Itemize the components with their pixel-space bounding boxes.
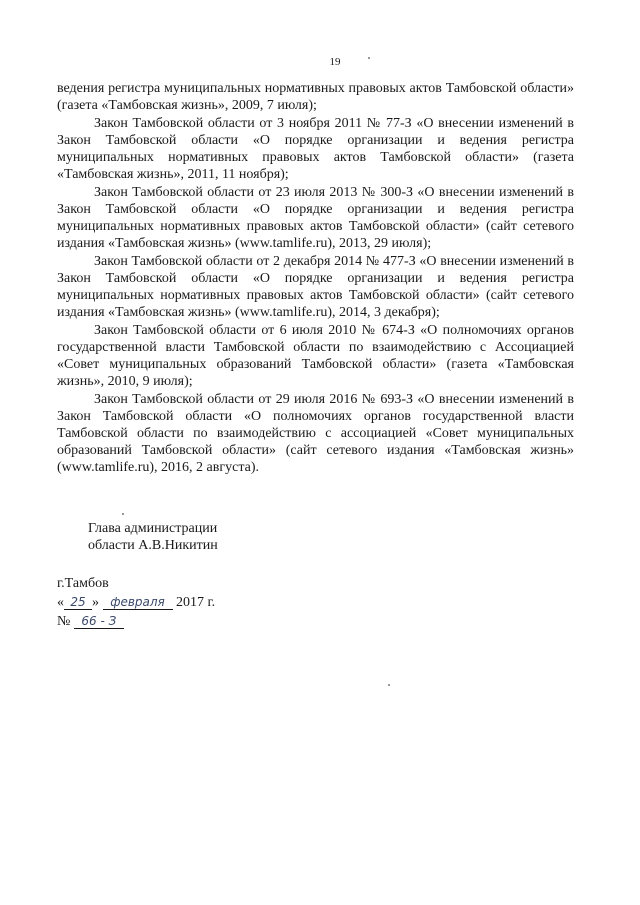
document-number [57, 612, 215, 631]
date-open-quote: « [57, 595, 64, 610]
law-paragraph: Закон Тамбовской области от 3 ноября 2011 № 77-З «О внесении изменений в Закон Тамбовской области «О порядке организации и ведения регистра муниципальных нормативных правовых актов Тамбовской области» (газета «Тамбовская жизнь», 2011, 11 ноября); [57, 116, 574, 182]
date-day: 25 [64, 595, 92, 610]
number-sign: № [57, 614, 71, 629]
place-date-block [57, 574, 215, 631]
signatory-name: области А.В.Никитин [88, 538, 218, 553]
scan-speck [368, 57, 370, 59]
signatory-title: Глава администрации [88, 521, 218, 536]
city: г.Тамбов [57, 576, 109, 591]
law-list [57, 80, 574, 476]
signature-block [88, 520, 218, 554]
law-paragraph: Закон Тамбовской области от 6 июля 2010 № 674-З «О полномочиях органов государственной власти Тамбовской области по взаимодействию с Ассоциацией «Совет муниципальных образований Тамбовской области» (газета «Тамбовская жизнь», 2010, 9 июля); [57, 323, 574, 389]
document-date [57, 593, 215, 612]
date-close-quote: » [92, 595, 99, 610]
number-value: 66 - З [74, 614, 124, 629]
law-paragraph: ведения регистра муниципальных нормативных правовых актов Тамбовской области» (газета «Тамбовская жизнь», 2009, 7 июля); [57, 81, 574, 113]
law-paragraph: Закон Тамбовской области от 29 июля 2016 № 693-З «О внесении изменений в Закон Тамбовской области «О полномочиях органов государственной власти Тамбовской области по взаимодействию с ассоциацией «Совет муниципальных образований Тамбовской области» (сайт сетевого издания «Тамбовская жизнь» (www.tamlife.ru), 2016, 2 августа). [57, 392, 574, 475]
law-paragraph: Закон Тамбовской области от 23 июля 2013 № 300-З «О внесении изменений в Закон Тамбовской области «О порядке организации и ведения регистра муниципальных нормативных правовых актов Тамбовской области» (сайт сетевого издания «Тамбовская жизнь» (www.tamlife.ru), 2013, 29 июля); [57, 185, 574, 251]
scan-speck [388, 684, 390, 686]
scan-speck [122, 513, 124, 515]
date-year: 2017 г. [176, 595, 216, 610]
date-month: февраля [103, 595, 173, 610]
page-number: 19 [329, 56, 341, 68]
law-paragraph: Закон Тамбовской области от 2 декабря 2014 № 477-З «О внесении изменений в Закон Тамбовской области «О порядке организации и ведения регистра муниципальных нормативных правовых актов Тамбовской области» (сайт сетевого издания «Тамбовская жизнь» (www.tamlife.ru), 2014, 3 декабря); [57, 254, 574, 320]
